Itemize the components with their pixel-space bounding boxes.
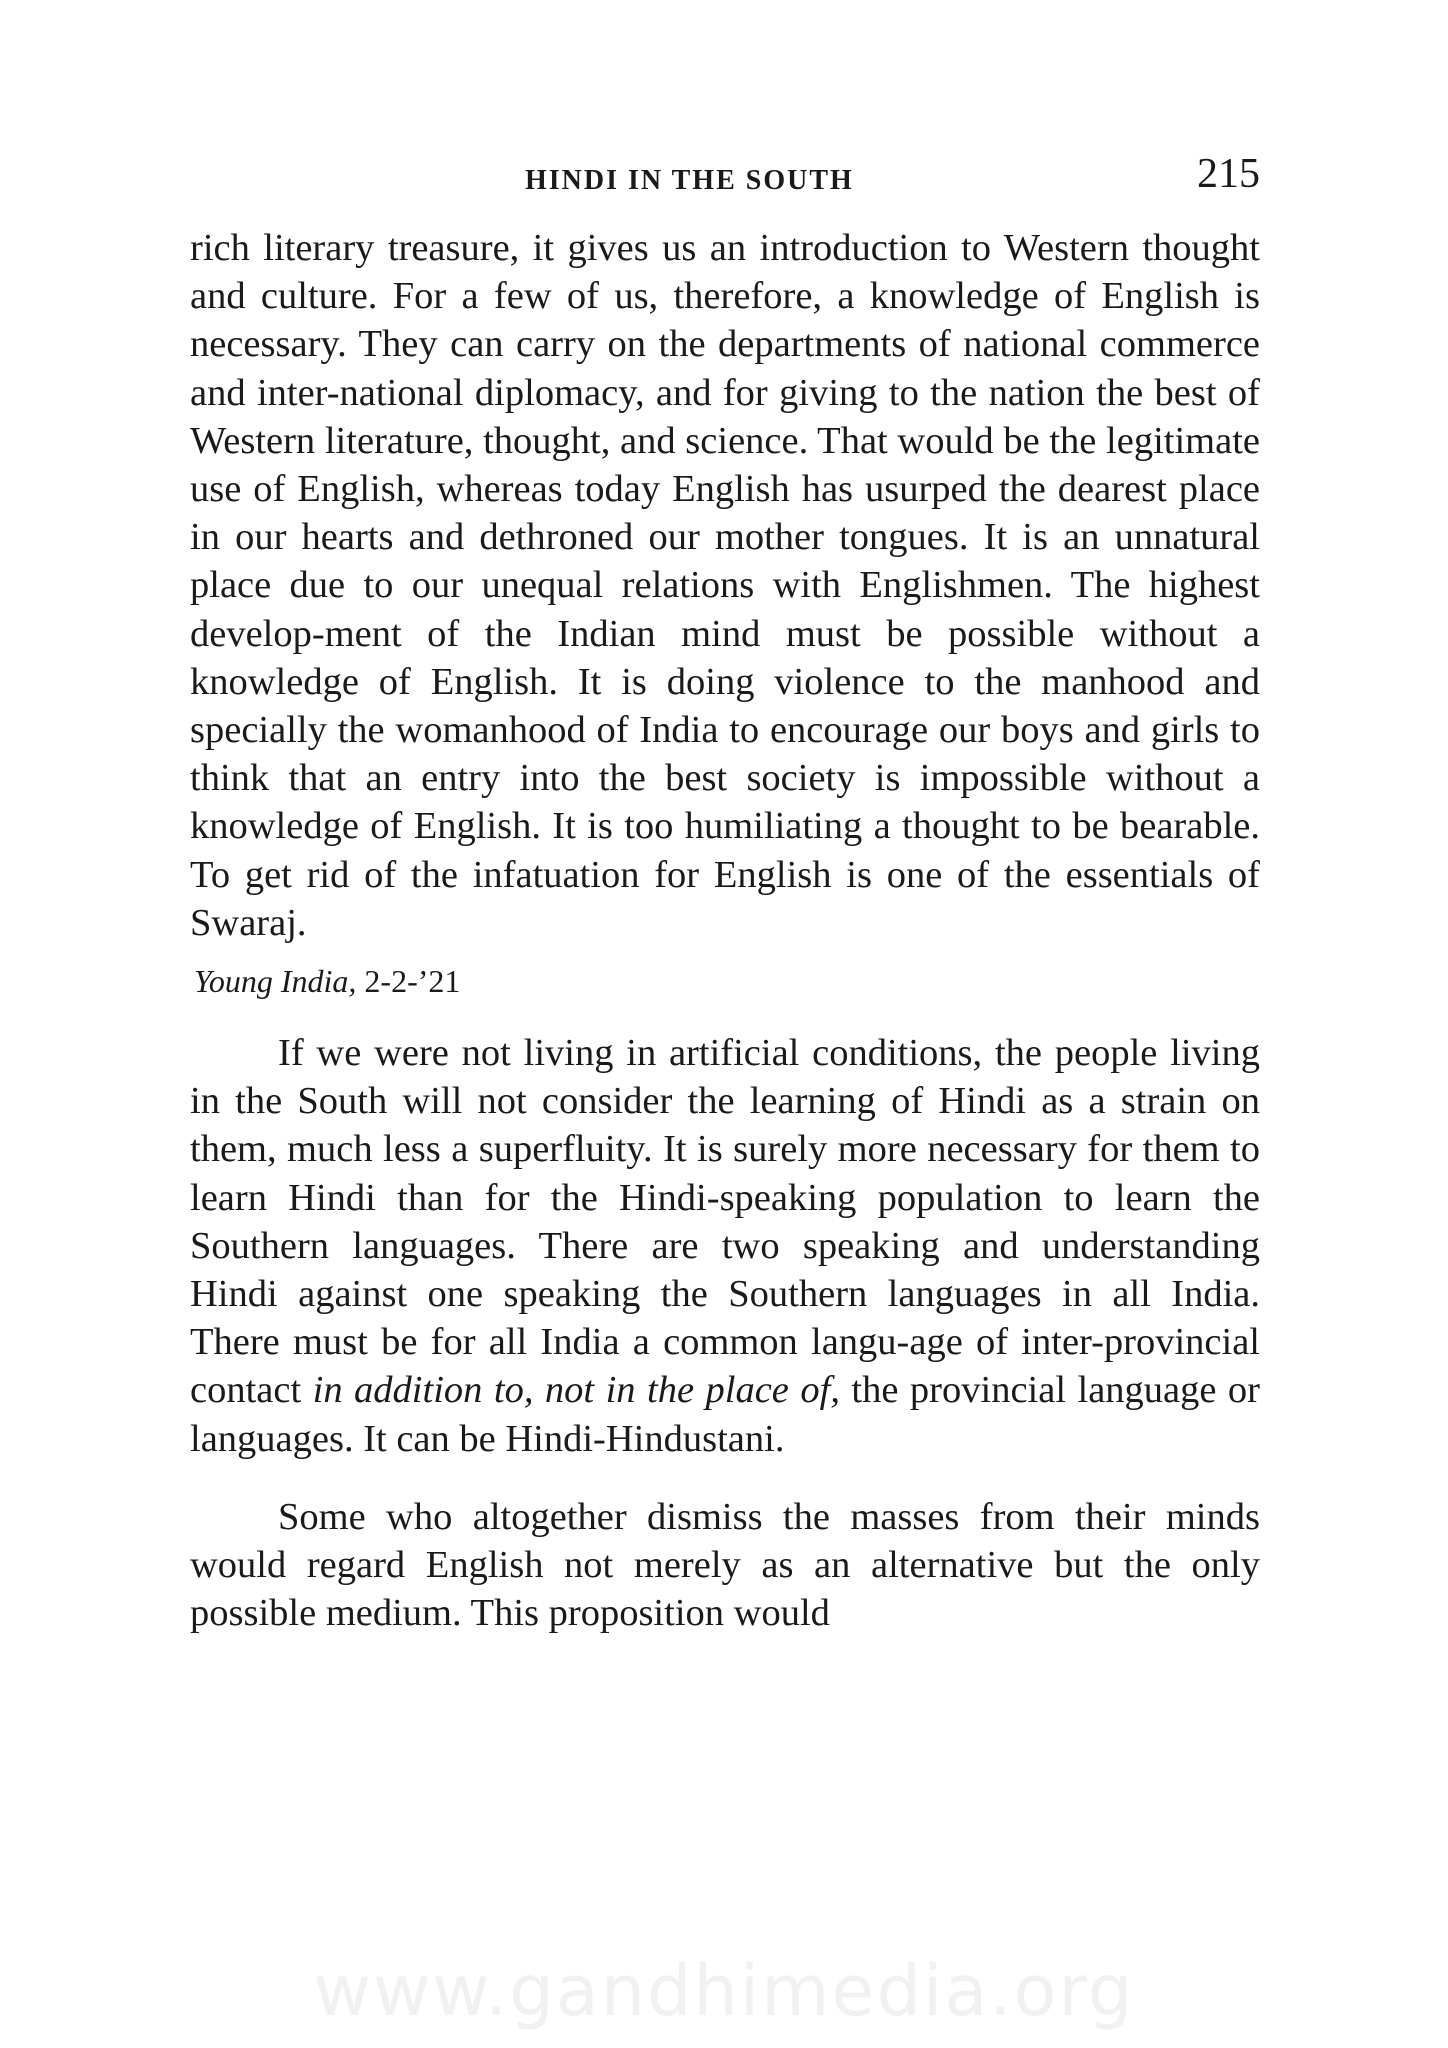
paragraph-continued: rich literary treasure, it gives us an introduction to Western thought and culture. For a few of us, therefore, a knowledge of English is necessary. They can carry on the departments of national commerce and inter-national diplomacy, and for giving to the nation the best of Western literature, thought, and science. That would be the legitimate use of English, whereas today English has usurped the dearest place in our hearts and dethroned our mother tongues. It is an unnatural place due to our unequal relations with Englishmen. The highest develop-ment of the Indian mind must be possible without a knowledge of English. It is doing violence to the manhood and specially the womanhood of India to encourage our boys and girls to think that an entry into the best society is impossible without a knowledge of English. It is too humiliating a thought to be bearable. To get rid of the infatuation for English is one of the essentials of Swaraj. bbox=[190, 227, 1260, 944]
paragraph: Some who altogether dismiss the masses from their minds would regard English not merely as an alternative but the only possible medium. This proposition would bbox=[190, 1495, 1260, 1635]
paragraph-text-end: the provincial language or languages. It can be Hindi-Hindustani. bbox=[190, 1369, 1261, 1460]
paragraph-emphasis: in addition to, not in the place of, bbox=[312, 1369, 840, 1412]
watermark: www.gandhimedia.org bbox=[313, 1950, 1135, 2032]
paragraph bbox=[190, 1029, 1260, 1463]
source-citation bbox=[190, 959, 1260, 1003]
source-date: 2-2-’21 bbox=[364, 963, 461, 1000]
paragraph-text-start: If we were not living in artificial conditions, the people living in the South will not consider the learning of Hindi as a strain on them, much less a superfluity. It is surely more necessary for them to learn Hindi than for the Hindi-speaking population to learn the Southern languages. There are two speaking and understanding Hindi against one speaking the Southern languages in all India. There must be for all India a common langu-age of inter-provincial contact bbox=[190, 1032, 1260, 1412]
running-title: HINDI IN THE SOUTH bbox=[525, 165, 854, 196]
body-text bbox=[190, 224, 1260, 1637]
running-header bbox=[190, 150, 1260, 210]
source-title: Young India, bbox=[194, 963, 357, 1000]
page-number: 215 bbox=[1197, 151, 1260, 197]
